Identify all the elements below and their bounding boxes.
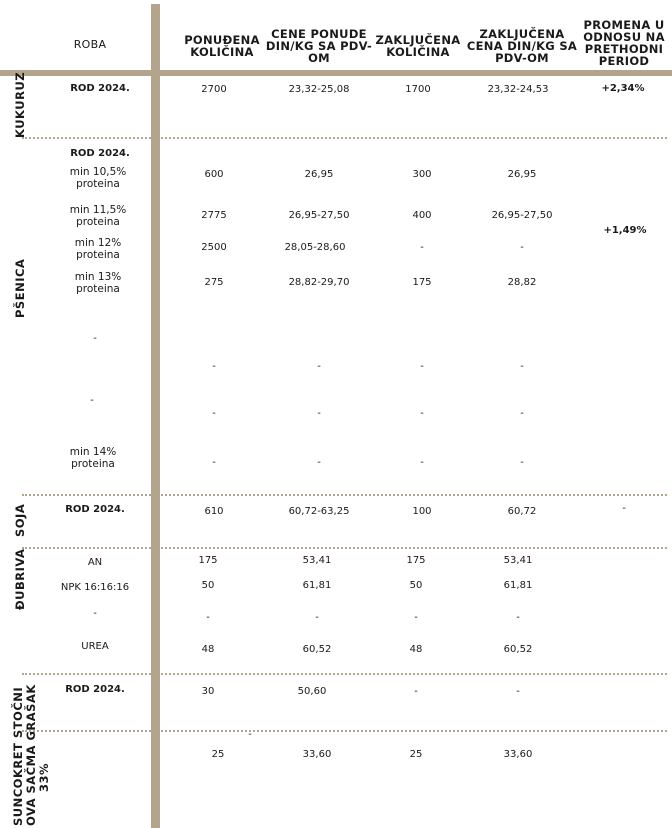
psenica-row-zak-cena: - — [520, 457, 524, 468]
separator-dubriva — [22, 547, 667, 549]
suncokret-zak-cena: - — [516, 686, 520, 697]
dubriva-zak-kol: 48 — [409, 644, 423, 655]
header-zakljucena-kolicina: ZAKLJUČENA KOLIČINA — [375, 33, 461, 59]
kukuruz-zak-cena: 23,32-24,53 — [487, 84, 549, 95]
psenica-row-zak-kol: - — [420, 457, 424, 468]
header-roba: ROBA — [73, 38, 107, 51]
psenica-rod: ROD 2024. — [70, 148, 130, 159]
psenica-row-zak-kol: 400 — [412, 210, 432, 221]
suncokret-zak-kol: 25 — [409, 749, 423, 760]
kukuruz-promena: +2,34% — [601, 83, 645, 94]
dubriva-cene: 53,41 — [302, 555, 332, 566]
psenica-row-zak-kol: - — [420, 408, 424, 419]
header-promena: PROMENA U ODNOSU NA PRETHODNI PERIOD — [583, 18, 665, 68]
section-psenica: PŠENICA — [13, 258, 27, 318]
psenica-row-zak-cena: 26,95 — [507, 169, 537, 180]
dubriva-ponudjena: 48 — [201, 644, 215, 655]
suncokret-extra-dash: - — [248, 729, 252, 740]
psenica-row-zak-kol: - — [420, 242, 424, 253]
dubriva-cene: - — [315, 612, 319, 623]
psenica-row-ponudjena: 2500 — [201, 242, 227, 253]
header-ponudjena: PONUĐENA KOLIČINA — [184, 33, 260, 59]
kukuruz-cene: 23,32-25,08 — [288, 84, 350, 95]
psenica-row-ponudjena: 275 — [204, 277, 224, 288]
section-dubriva: ĐUBRIVA — [13, 548, 27, 610]
section-suncokret-line1: SUNCOKRET STOČNI — [11, 686, 25, 826]
soja-zak-kol: 100 — [412, 506, 432, 517]
psenica-row-ponudjena: - — [212, 457, 216, 468]
separator-suncokret — [22, 673, 667, 675]
dubriva-zak-cena: 53,41 — [503, 555, 533, 566]
header-zakljucena-cena: ZAKLJUČENA CENA DIN/KG SA PDV-OM — [466, 27, 578, 65]
dubriva-roba: NPK 16:16:16 — [60, 582, 130, 593]
suncokret-cene: 33,60 — [302, 749, 332, 760]
psenica-row-zak-cena: 28,82 — [507, 277, 537, 288]
psenica-row-roba: - — [90, 395, 94, 406]
dubriva-cene: 60,52 — [302, 644, 332, 655]
psenica-row-ponudjena: 600 — [204, 169, 224, 180]
dubriva-ponudjena: - — [206, 612, 210, 623]
psenica-row-roba: min 13% proteina — [74, 271, 122, 295]
header-divider — [0, 70, 672, 76]
psenica-row-cene: 28,82-29,70 — [288, 277, 350, 288]
separator-psenica — [22, 137, 667, 139]
dubriva-cene: 61,81 — [302, 580, 332, 591]
dubriva-zak-kol: 50 — [409, 580, 423, 591]
kukuruz-zak-kol: 1700 — [405, 84, 431, 95]
suncokret-zak-kol: - — [414, 686, 418, 697]
dubriva-zak-cena: 60,52 — [503, 644, 533, 655]
psenica-row-zak-cena: 26,95-27,50 — [491, 210, 553, 221]
section-suncokret-line3: 33% — [37, 762, 51, 792]
psenica-row-roba: min 14% proteina — [69, 446, 117, 470]
dubriva-zak-cena: - — [516, 612, 520, 623]
suncokret-zak-cena: 33,60 — [503, 749, 533, 760]
suncokret-cene: 50,60 — [297, 686, 327, 697]
psenica-row-cene: - — [317, 408, 321, 419]
vertical-divider — [151, 4, 160, 828]
dubriva-ponudjena: 50 — [201, 580, 215, 591]
psenica-row-cene: 28,05-28,60 — [284, 242, 346, 253]
dubriva-roba: AN — [87, 557, 103, 568]
dubriva-roba: UREA — [81, 641, 109, 652]
separator-soja — [22, 494, 667, 496]
dubriva-ponudjena: 175 — [198, 555, 218, 566]
kukuruz-roba: ROD 2024. — [70, 83, 130, 94]
soja-zak-cena: 60,72 — [507, 506, 537, 517]
soja-cene: 60,72-63,25 — [288, 506, 350, 517]
psenica-row-ponudjena: 2775 — [201, 210, 227, 221]
psenica-row-cene: - — [317, 361, 321, 372]
psenica-row-zak-kol: 300 — [412, 169, 432, 180]
soja-roba: ROD 2024. — [65, 504, 125, 515]
kukuruz-ponudjena: 2700 — [201, 84, 227, 95]
dubriva-roba: - — [93, 608, 97, 619]
soja-ponudjena: 610 — [204, 506, 224, 517]
psenica-row-zak-cena: - — [520, 408, 524, 419]
psenica-row-zak-kol: - — [420, 361, 424, 372]
suncokret-ponudjena: 25 — [211, 749, 225, 760]
dubriva-zak-cena: 61,81 — [503, 580, 533, 591]
psenica-row-zak-cena: - — [520, 361, 524, 372]
dubriva-zak-kol: - — [414, 612, 418, 623]
psenica-row-zak-cena: - — [520, 242, 524, 253]
section-kukuruz: KUKURUZ — [13, 71, 27, 138]
separator-suncokret-2 — [22, 730, 667, 732]
psenica-row-roba: min 10,5% proteina — [69, 166, 127, 190]
psenica-row-roba: min 11,5% proteina — [69, 204, 127, 228]
section-suncokret-line2: OVA SAČMA GRAŠAK — [24, 684, 38, 826]
suncokret-roba: ROD 2024. — [65, 684, 125, 695]
psenica-row-cene: 26,95-27,50 — [288, 210, 350, 221]
psenica-row-ponudjena: - — [212, 408, 216, 419]
section-soja: SOJA — [13, 503, 27, 537]
psenica-promena: +1,49% — [603, 225, 647, 236]
psenica-row-roba: - — [93, 333, 97, 344]
soja-promena: - — [622, 503, 626, 514]
psenica-row-zak-kol: 175 — [412, 277, 432, 288]
psenica-row-cene: - — [317, 457, 321, 468]
suncokret-ponudjena: 30 — [201, 686, 215, 697]
psenica-row-ponudjena: - — [212, 361, 216, 372]
psenica-row-roba: min 12% proteina — [74, 237, 122, 261]
psenica-row-cene: 26,95 — [304, 169, 334, 180]
dubriva-zak-kol: 175 — [406, 555, 426, 566]
header-cene-ponude: CENE PONUDE DIN/KG SA PDV-OM — [265, 27, 373, 65]
